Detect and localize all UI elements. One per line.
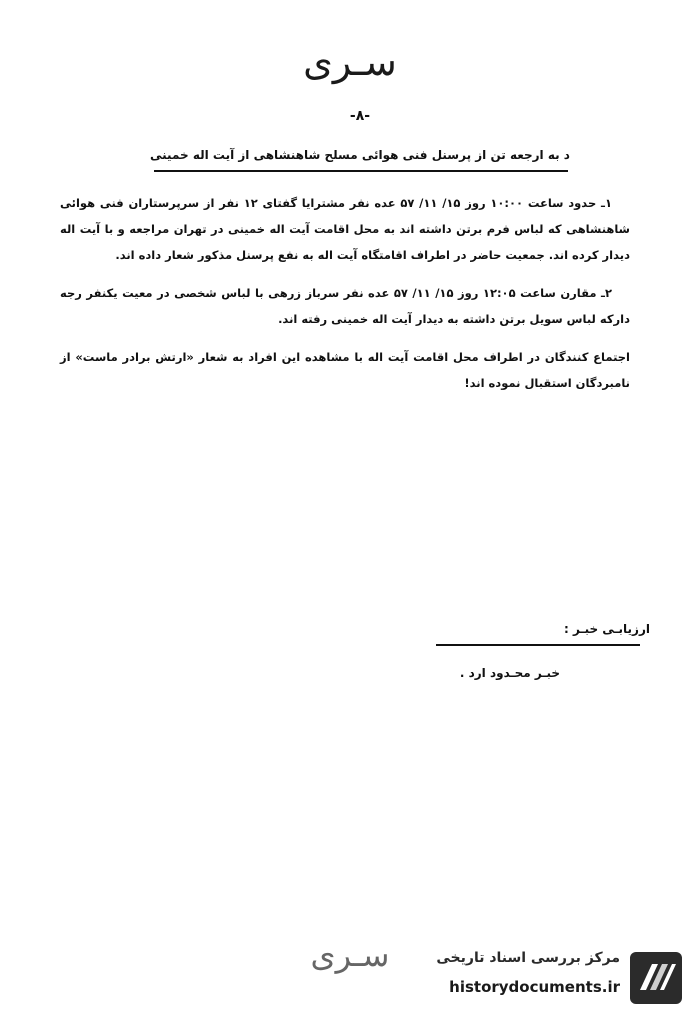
archive-name: مرکز بررسی اسناد تاریخی bbox=[436, 950, 620, 966]
archive-url: historydocuments.ir bbox=[449, 978, 620, 996]
document-body bbox=[60, 190, 630, 396]
classification-mark-footer: سـری bbox=[310, 936, 390, 974]
paragraph-1: ۱ـ حدود ساعت ۱۰:۰۰ روز ۱۵/ ۱۱/ ۵۷ عده نفر مشترایا گفتای ۱۲ نفر از سرپرستاران فنی هوائی شاهنشاهی که لباس فرم برتن داشته اند به محل اقامت آیت اله خمینی در تهران مراجعه و با آیت اله دیدار کرده اند. جمعیت حاضر در اطراف اقامتگاه آیت اله به نفع پرسنل مذکور شعار داده اند. bbox=[60, 196, 630, 262]
distribution-note: خبـر محـدود ارد . bbox=[459, 666, 560, 680]
reference-mark: -۸- bbox=[349, 108, 371, 124]
classification-mark-header: سـری bbox=[303, 40, 397, 84]
paragraph-3: اجتماع کنندگان در اطراف محل اقامت آیت اله با مشاهده این افراد به شعار «ارتش برادر ماست» از نامبردگان استقبال نموده اند! bbox=[60, 350, 630, 390]
assessment-label: ارزیابـی خبـر : bbox=[564, 622, 650, 636]
paragraph-2: ۲ـ مقارن ساعت ۱۲:۰۵ روز ۱۵/ ۱۱/ ۵۷ عده نفر سرباز زرهی با لباس شخصی در معیت یکنفر رجه دارکه لباس سویل برتن داشته به دیدار آیت اله خمینی رفته اند. bbox=[60, 286, 630, 326]
archive-logo-icon bbox=[628, 950, 684, 1006]
assessment-underline bbox=[436, 644, 640, 646]
subject-underline bbox=[154, 170, 568, 172]
archive-watermark bbox=[420, 950, 690, 1006]
document-subject: د به ارجعه تن از پرسنل فنی هوائی مسلح شاهنشاهی از آیت اله خمینی bbox=[150, 148, 570, 162]
